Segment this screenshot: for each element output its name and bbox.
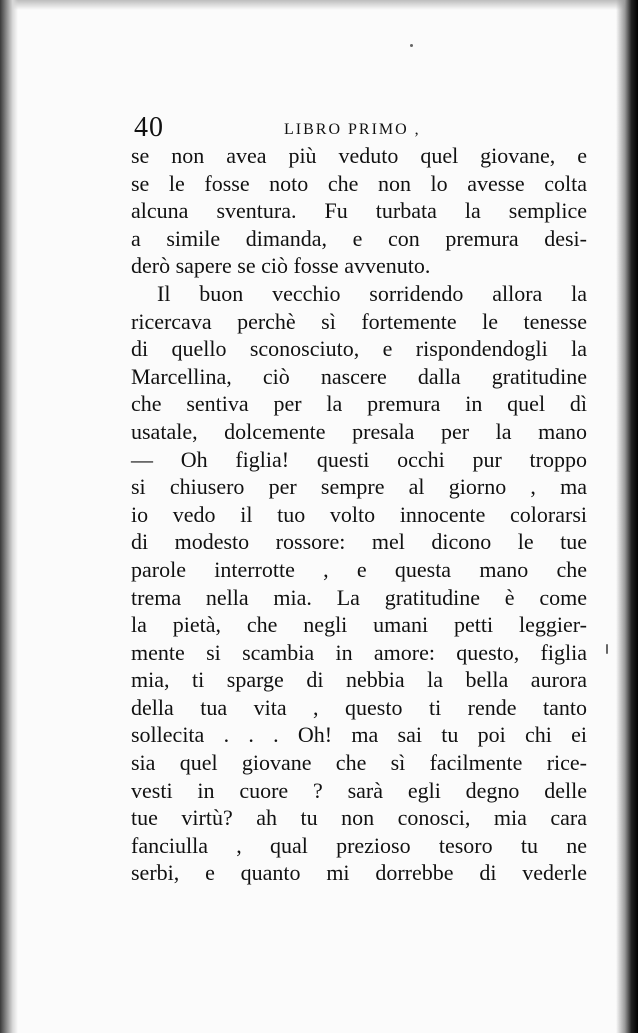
text-line: se le fosse noto che non lo avesse colta: [131, 170, 587, 196]
text-line: sia quel giovane che sì facilmente rice-: [131, 750, 587, 776]
text-line: se non avea più veduto quel giovane, e: [131, 143, 587, 168]
text-line: vesti in cuore ? sarà egli degno delle: [131, 777, 587, 803]
page-header: [134, 112, 586, 146]
text-line: mia, ti sparge di nebbia la bella aurora: [131, 667, 587, 693]
scan-edge-left: [0, 0, 18, 1033]
text-line: alcuna sventura. Fu turbata la semplice: [131, 198, 587, 224]
text-line: della tua vita , questo ti rende tanto: [131, 694, 587, 720]
text-line: ricercava perchè sì fortemente le tenesse: [131, 308, 587, 334]
text-line: di modesto rossore: mel dicono le tue: [131, 529, 587, 555]
text-line: io vedo il tuo volto innocente colorarsi: [131, 501, 587, 527]
scan-edge-right: [616, 0, 638, 1033]
running-head: LIBRO PRIMO ,: [284, 121, 421, 138]
scan-edge-top: [0, 0, 638, 10]
text-line: sollecita . . . Oh! ma sai tu poi chi ei: [131, 722, 587, 748]
text-line: fanciulla , qual prezioso tesoro tu ne: [131, 832, 587, 858]
text-line: che sentiva per la premura in quel dì: [131, 391, 587, 417]
text-line: a simile dimanda, e con premura desi-: [131, 225, 587, 251]
text-line: usatale, dolcemente presala per la mano: [131, 418, 587, 444]
text-line: di quello sconosciuto, e rispondendogli la: [131, 336, 587, 362]
text-line: Marcellina, ciò nascere dalla gratitudine: [131, 363, 587, 389]
text-line: Il buon vecchio sorridendo allora la: [157, 280, 587, 306]
page-number: 40: [134, 112, 164, 143]
text-line: trema nella mia. La gratitudine è come: [131, 584, 587, 610]
text-line: mente si scambia in amore: questo, figlia: [131, 639, 587, 665]
body-text: [131, 142, 587, 887]
text-line: tue virtù? ah tu non conosci, mia cara: [131, 805, 587, 831]
text-line: — Oh figlia! questi occhi pur troppo: [131, 446, 587, 472]
text-line: si chiusero per sempre al giorno , ma: [131, 474, 587, 500]
text-line: parole interrotte , e questa mano che: [131, 556, 587, 582]
text-line: serbi, e quanto mi dorrebbe di vederle: [131, 860, 587, 886]
paper-speck: [410, 44, 413, 47]
paper-speck: [606, 644, 608, 654]
text-line: derò sapere se ciò fosse avvenuto.: [131, 253, 431, 279]
text-line: la pietà, che negli umani petti leggier-: [131, 612, 587, 638]
